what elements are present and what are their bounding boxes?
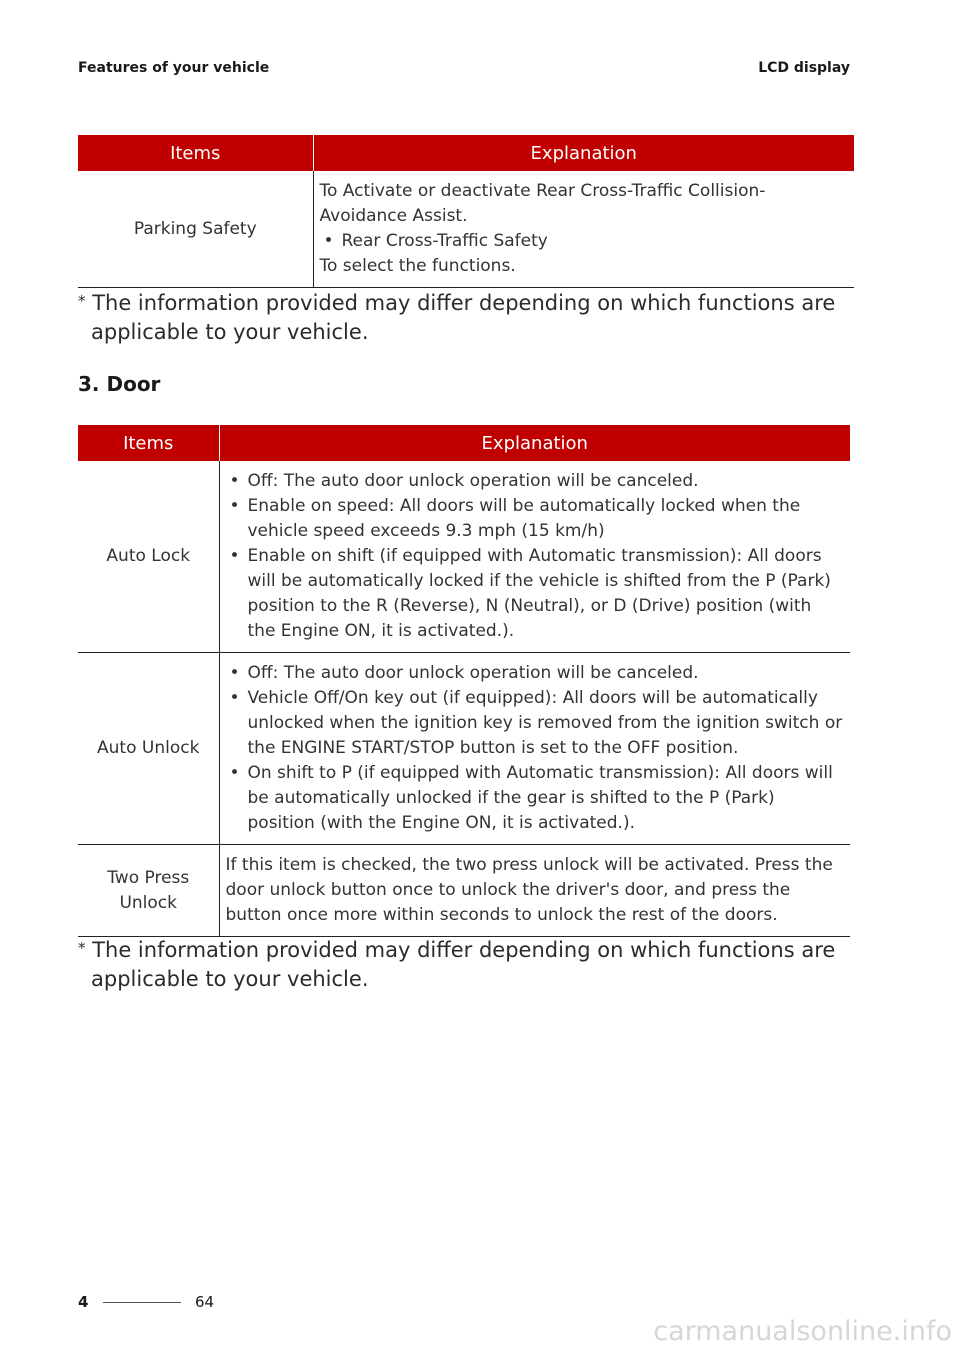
explanation-text: To Activate or deactivate Rear Cross-Traffic Collision-Avoidance Assist. [319,181,766,226]
table-header-row [78,425,850,461]
watermark: carmanualsonline.info [653,1316,952,1347]
footnote [78,936,871,994]
list-item: • On shift to P (if equipped with Automatic transmission): All doors will be automatically unlocked if the gear is shifted to the P (Park) position (with the Engine ON, it is activated.). [226,761,845,836]
chapter-number: 4 [78,1293,89,1311]
footer-divider [103,1302,181,1303]
page-number: 64 [195,1293,215,1311]
list-item: • Enable on shift (if equipped with Automatic transmission): All doors will be automatically locked if the vehicle is shifted from the P (Park) position to the R (Reverse), N (Neutral), or D (Drive) position (with the Engine ON, it is activated.). [226,544,845,644]
row-explanation [313,171,854,288]
table-row [78,461,850,653]
table-row [78,171,854,288]
list-item: • Enable on speed: All doors will be automatically locked when the vehicle speed exceeds 9.3 mph (15 km/h) [226,494,845,544]
footnote-text: The information provided may differ depending on which functions are applicable to your vehicle. [91,291,836,344]
footnote-asterisk: * [78,939,86,957]
door-settings-table [78,425,850,937]
list-item: • Off: The auto door unlock operation will be canceled. [226,661,845,686]
explanation-bullet: • Rear Cross-Traffic Safety [320,229,849,254]
list-item: • Vehicle Off/On key out (if equipped): All doors will be automatically unlocked when the ignition key is removed from the ignition switch or the ENGINE START/STOP button is set to the OFF position. [226,686,845,761]
row-explanation [219,461,850,653]
bullet-list [226,661,845,836]
column-header-items: Items [78,135,313,171]
column-header-items: Items [78,425,219,461]
column-header-explanation: Explanation [313,135,854,171]
footnote-asterisk: * [78,292,86,310]
column-header-explanation: Explanation [219,425,850,461]
section-title: 3. Door [78,372,161,396]
parking-safety-table [78,135,854,288]
bullet-list [226,469,845,644]
table-row [78,845,850,937]
running-header-section: Features of your vehicle [78,60,270,76]
table-header-row [78,135,854,171]
row-item-auto-unlock: Auto Unlock [78,653,219,845]
row-explanation: If this item is checked, the two press unlock will be activated. Press the door unlock button once to unlock the driver's door, and press the button once more within seconds to unlock the rest of the doors. [219,845,850,937]
list-item: • Off: The auto door unlock operation will be canceled. [226,469,845,494]
row-item-parking-safety: Parking Safety [78,171,313,288]
running-header-topic: LCD display [758,60,850,76]
row-explanation [219,653,850,845]
row-item-two-press-unlock [78,845,219,937]
footnote-text: The information provided may differ depending on which functions are applicable to your vehicle. [91,938,836,991]
row-item-auto-lock: Auto Lock [78,461,219,653]
footnote [78,289,871,347]
item-label-line: Unlock [119,892,178,913]
explanation-text: To select the functions. [319,256,516,276]
table-row [78,653,850,845]
item-label-line: Two Press [107,867,190,888]
